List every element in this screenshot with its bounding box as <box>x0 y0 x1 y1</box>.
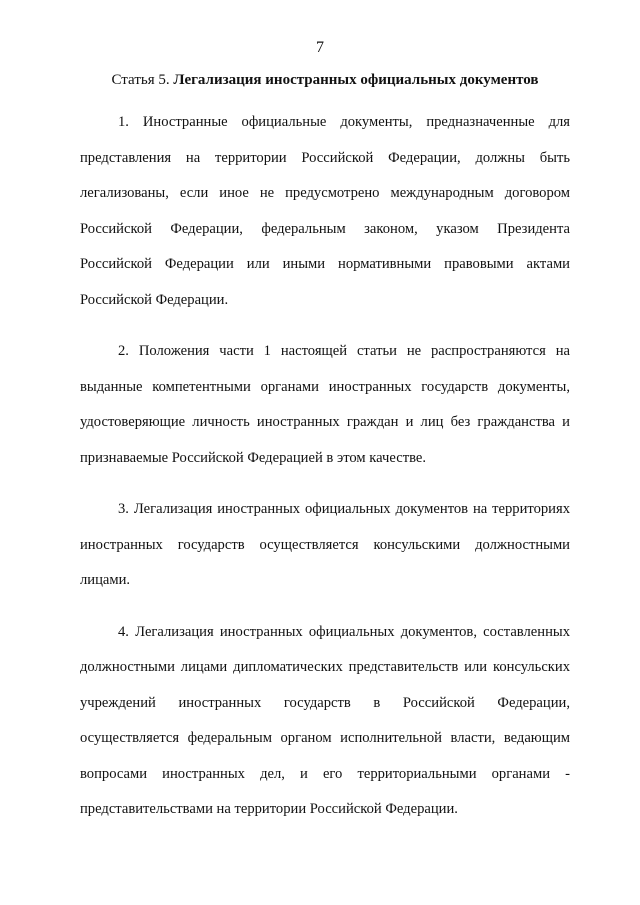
article-title: Легализация иностранных официальных документов <box>173 72 539 88</box>
paragraph-3: 3. Легализация иностранных официальных документов на территориях иностранных государств осуществляется консульскими должностными лицами. <box>80 501 570 588</box>
paragraph-2: 2. Положения части 1 настоящей статьи не распространяются на выданные компетентными органами иностранных государств документы, удостоверяющие личность иностранных граждан и лиц без гражданства и признаваемые Российской Федерацией в этом качестве. <box>80 343 570 466</box>
article-body <box>80 105 570 844</box>
page-number: 7 <box>316 39 324 56</box>
article-number: Статья 5. <box>111 72 170 88</box>
paragraph-4: 4. Легализация иностранных официальных документов, составленных должностными лицами дипломатических представительств или консульских учреждений иностранных государств в Российской Федерации, осуществляется федеральным органом исполнительной власти, ведающим вопросами иностранных дел, и его территориальными органами - представительствами на территории Российской Федерации. <box>80 623 570 817</box>
paragraph-1: 1. Иностранные официальные документы, предназначенные для представления на территории Российской Федерации, должны быть легализованы, если иное не предусмотрено международным договором Российской Федерации, федеральным законом, указом Президента Российской Федерации или иными нормативными правовыми актами Российской Федерации. <box>80 114 570 308</box>
article-heading <box>80 70 570 90</box>
